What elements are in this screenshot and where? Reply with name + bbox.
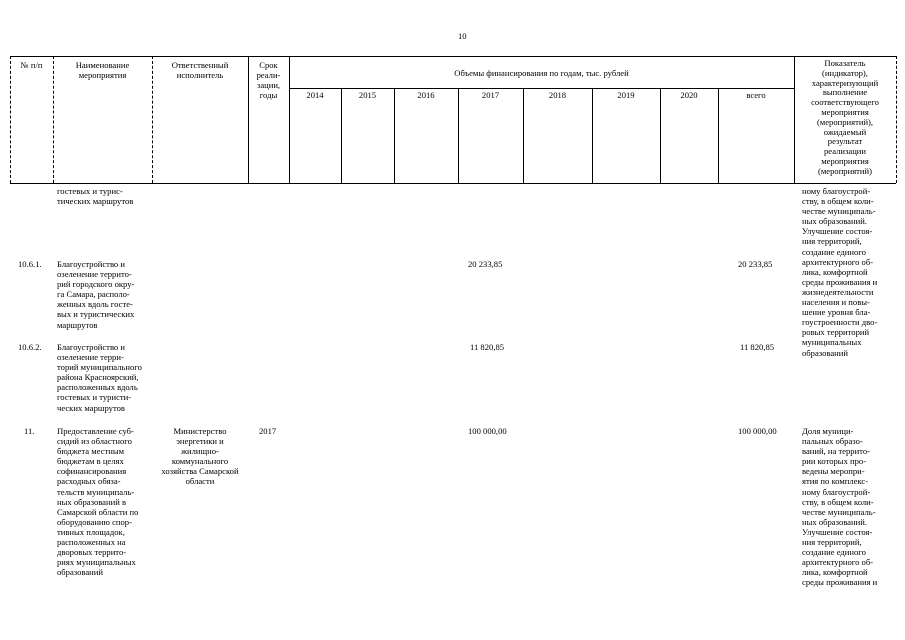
row-11-total: 100 000,00 [738, 426, 777, 436]
col-divider-2014 [341, 88, 342, 183]
col-divider-2017 [523, 88, 524, 183]
header-year-2020: 2020 [680, 90, 698, 100]
continuation-indicator: ному благоустрой- ству, в общем коли- честве муниципаль- ных образований. Улучшение состоя- ния территорий, создание единого архитектурного об- лика, комфортной среды проживания и жизнедеятельности населения и повы- шение уровня бла- гоустроенности дво- ровых территорий муниципальных образований [802, 186, 878, 358]
row-10-6-2-number: 10.6.2. [18, 342, 42, 352]
row-11-name: Предоставление суб- сидий из областного бюджета местным бюджетам в целях софинансирования расходных обяза- тельств муниципаль- ных образований в Самарской области по оборудованию спор- тивных площадок, расположенных на дворовых террито- риях муниципальных образований [57, 426, 139, 578]
col-divider-2018 [592, 88, 593, 183]
header-year-2018: 2018 [548, 90, 567, 100]
header-year-2014: 2014 [306, 90, 324, 100]
col-divider-2020 [718, 88, 719, 183]
page-number: 10 [458, 31, 467, 41]
row-10-6-1-total: 20 233,85 [738, 259, 773, 269]
row-10-6-1-2017: 20 233,85 [468, 259, 503, 269]
header-name: Наименование мероприятия [75, 60, 130, 81]
header-year-2015: 2015 [358, 90, 377, 100]
header-year-2019: 2019 [617, 90, 635, 100]
header-executor: Ответственный исполнитель [171, 60, 229, 81]
table-right-border [896, 56, 897, 183]
header-total: всего [746, 90, 766, 100]
row-11-term: 2017 [259, 426, 277, 436]
row-11-2017: 100 000,00 [468, 426, 507, 436]
header-year-2016: 2016 [417, 90, 435, 100]
continuation-name: гостевых и турис- тических маршрутов [57, 186, 134, 207]
header-term: Срок реали- зации, годы [256, 60, 281, 101]
col-divider-2016 [458, 88, 459, 183]
row-10-6-2-name: Благоустройство и озеленение терри- торий муниципального района Красноярский, расположенных вдоль гостевых и туристи- ческих маршрутов [57, 342, 142, 413]
row-11-executor: Министерство энергетики и жилищно- коммунального хозяйства Самарской области [161, 426, 239, 487]
row-10-6-2-total: 11 820,85 [740, 342, 775, 352]
row-10-6-1-number: 10.6.1. [18, 259, 42, 269]
header-year-2017: 2017 [481, 90, 500, 100]
table-left-border [10, 56, 11, 183]
header-funding: Объемы финансирования по годам, тыс. рублей [454, 68, 629, 78]
header-num: № п/п [20, 60, 43, 70]
row-11-number: 11. [24, 426, 35, 436]
row-10-6-2-2017: 11 820,85 [470, 342, 505, 352]
row-11-indicator: Доля муници- пальных образо- ваний, на террито- рии которых про- ведены меропри- ятия по комплекс- ному благоустрой- ству, в общем коли- честве муниципаль- ных образований. Улучшение состоя- ния территорий, создание единого архитектурного об- лика, комфортной среды проживания и [802, 426, 878, 588]
row-10-6-1-name: Благоустройство и озеленение террито- рий городского окру- га Самара, располо- женных вдоль госте- вых и туристических маршрутов [57, 259, 135, 330]
header-bottom-rule [10, 183, 896, 184]
col-divider-2015 [394, 88, 395, 183]
header-indicator: Показатель (индикатор), характеризующий выполнение соответствующего мероприятия (мероприятий), ожидаемый результат реализации мероприятия (мероприятий) [811, 58, 879, 176]
table-top-rule [10, 56, 896, 57]
col-divider-2019 [660, 88, 661, 183]
